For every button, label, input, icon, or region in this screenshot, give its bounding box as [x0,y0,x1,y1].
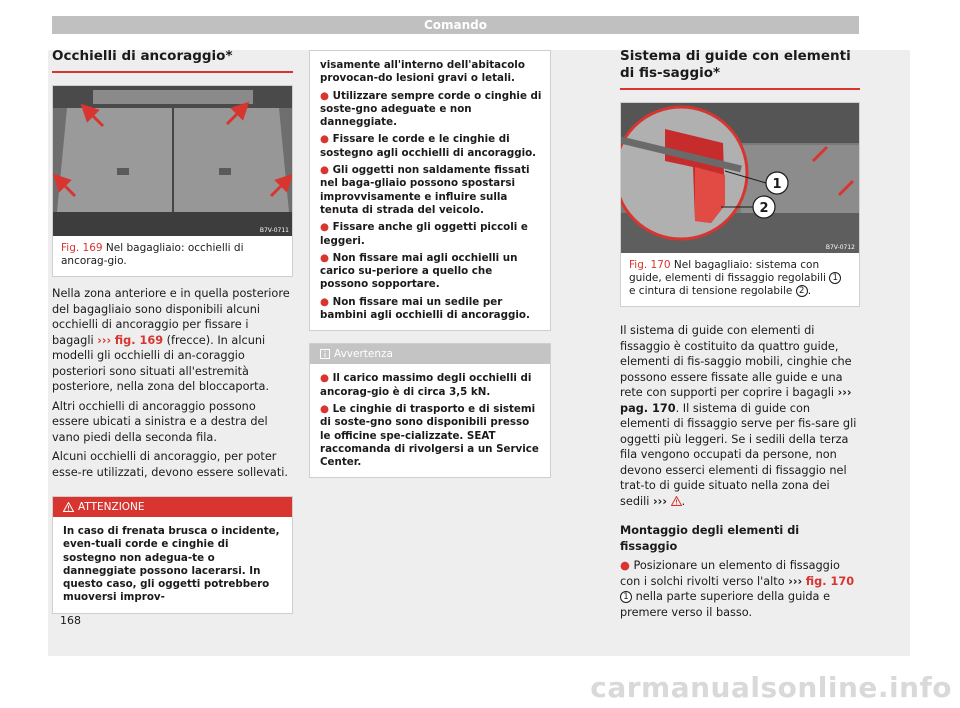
bullet-icon: ● [320,402,329,415]
note-bullet [320,372,542,399]
warning-ref-icon[interactable] [671,495,682,508]
callout-2-label: 2 [759,201,769,216]
warning-triangle-icon [63,501,78,513]
warning-continued-text: visamente all'interno dell'abitacolo provocan-do lesioni gravi o letali. [320,59,525,85]
xref-page-170[interactable]: pag. 170 [620,401,676,415]
trunk-photo-170 [621,103,859,253]
paragraph-1 [52,286,293,395]
heading-rule [52,71,293,73]
warning-bullet [320,296,542,323]
warning-continued [310,51,550,330]
xref-fig-170[interactable]: fig. 170 [805,574,855,588]
bullet-icon: ● [620,559,630,572]
warning-box [52,496,293,614]
image-code: B7V-0711 [259,227,289,234]
warning-bullet [320,221,542,248]
bullet-text: Non fissare mai agli occhielli un carico su-periore a quello che possono sopportare. [320,251,518,291]
middle-column [309,50,551,478]
figure-number: Fig. 169 [61,242,103,254]
warning-header [53,497,292,517]
figure-caption [621,253,859,306]
heading-rule [620,88,860,90]
section-heading-rail-system: Sistema di guide con elementi di fis-saggio* [620,48,851,81]
xref-arrows: ››› [97,333,112,347]
paragraph-3: Alcuni occhielli di ancoraggio, per poter esse-re utilizzati, devono essere sollevati. [52,450,289,479]
subheading-mounting: Montaggio degli elementi di fissaggio [620,524,800,553]
figure-caption-text: Nel bagagliaio: occhielli di ancorag-gio. [61,242,244,267]
section-heading-anchor-eyes: Occhielli di ancoraggio* [52,48,233,64]
xref-arrows: ››› [788,574,803,588]
bullet-text: Gli oggetti non saldamente fissati nel baga-gliaio possono spostarsi improvvisamente e influire sulla tenuta di strada del veicolo. [320,164,530,216]
note-bullet [320,403,542,469]
note-body [310,364,550,477]
bullet-icon: ● [320,89,329,102]
right-column [620,48,860,620]
paragraph-rail-system [620,323,860,509]
figure-170 [620,102,860,307]
bullet-icon: ● [320,251,329,264]
note-title: Avvertenza [334,348,393,361]
warning-bullet [320,90,542,130]
paragraph-text: Nella zona anteriore e in quella posteriore del bagagliaio sono disponibili alcuni occhielli di ancoraggio per fissare i bagagli [52,287,290,347]
bullet-text: Il carico massimo degli occhielli di ancorag-gio è di circa 3,5 kN. [320,372,532,398]
callout-1-label: 1 [772,177,782,192]
bullet-text: Le cinghie di trasporto e di sistemi di soste-gno sono disponibili presso le officine spe-cializzate. SEAT raccomanda di rivolgersi a un Service Center. [320,402,539,469]
section-header: Comando [52,16,859,34]
trunk-photo-169 [53,86,292,236]
bullet-text: Fissare le corde e le cinghie di sostegno agli occhielli di ancoraggio. [320,133,537,159]
paragraph-text: Il sistema di guide con elementi di fissaggio è costituito da quattro guide, elementi di fis-saggio mobili, cinghie che possono essere fissate alle guide e una rete con supporti per coprire i bagagli [620,324,852,399]
paragraph-text: . Il sistema di guide con elementi di fissaggio serve per fis-sare gli oggetti più leggeri. Se i sedili della terza fila vengono occupati da persone, non devono esserci elementi di fissaggio nel trat-to di guide situato nella zona dei sedili [620,401,857,508]
warning-title: ATTENZIONE [78,501,145,513]
bullet-icon: ● [320,295,329,308]
bullet-text: Fissare anche gli oggetti piccoli e leggeri. [320,221,528,247]
bullet-text: Non fissare mai un sedile per bambini agli occhielli di ancoraggio. [320,295,530,322]
bullet-icon: ● [320,164,329,177]
warning-bullet [320,252,542,292]
warning-text: In caso di frenata brusca o incidente, even-tuali corde e cinghie di sostegno non adegua-te o danneggiate possono lacerarsi. In questo caso, gli oggetti potrebbero muoversi improv- [63,525,280,604]
bullet-icon: ● [320,221,329,234]
xref-arrows: ››› [653,494,667,508]
note-header [310,344,550,364]
figure-caption-text: e cintura di tensione regolabile [629,285,796,297]
warning-bullet [320,164,542,217]
figure-caption-text: . [807,285,812,297]
paragraph-2: Altri occhielli di ancoraggio possono essere ubicati a sinistra e a destra del vano piedi della seconda fila. [52,399,268,444]
figure-number: Fig. 170 [629,259,671,271]
callout-badge: 2 [796,285,808,297]
info-icon [320,348,334,360]
step-bullet [620,558,860,620]
xref-fig-169[interactable]: fig. 169 [114,333,164,347]
callout-badge: 1 [620,591,632,603]
image-code: B7V-0712 [825,244,855,251]
bullet-icon: ● [320,133,329,146]
note-box [309,343,551,478]
watermark: carmanualsonline.info [590,671,952,704]
figure-caption-text: Nel bagagliaio: sistema con guide, elementi di fissaggio regolabili [629,259,830,284]
callout-badge: 1 [829,272,841,284]
page-number: 168 [60,614,81,627]
figure-caption [53,236,292,276]
left-column [52,48,293,614]
figure-169 [52,85,293,277]
bullet-icon: ● [320,372,329,385]
warning-bullet [320,133,542,160]
step-text: Posizionare un elemento di fissaggio con i solchi rivolti verso l'alto [620,559,840,588]
xref-arrows: ››› [837,386,852,399]
bullet-text: Utilizzare sempre corde o cinghie di soste-gno adeguate e non danneggiate. [320,89,542,129]
paragraph-text: . [681,494,686,508]
paragraph-text: (frecce). In alcuni modelli gli occhielli di an-coraggio posteriori sono situati all'estremità posteriore, nella zona del bloccaporta. [52,333,270,393]
step-text: nella parte superiore della guida e premere verso il basso. [620,590,831,619]
warning-box-continued [309,50,551,331]
